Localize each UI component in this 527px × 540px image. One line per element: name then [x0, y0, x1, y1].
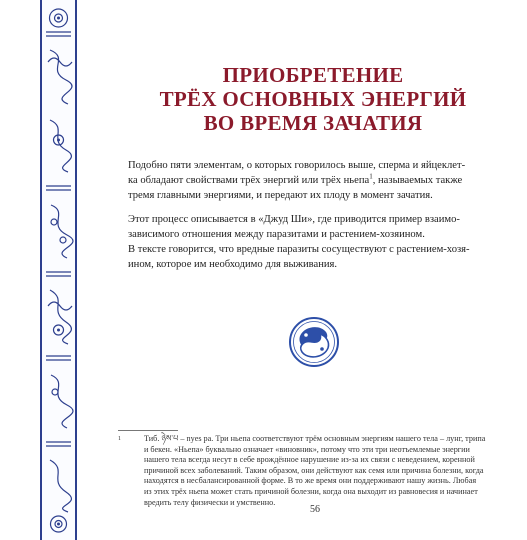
text-line: зависимого отношения между паразитами и растением-хозяином.: [128, 229, 425, 240]
page-number: 56: [310, 504, 320, 515]
body-text: [128, 158, 498, 281]
footnote-divider: [118, 430, 178, 431]
text-line: В тексте говорится, что вредные паразиты сосуществуют с растением-хозя-: [128, 244, 470, 255]
text-line: ином, которое им необходимо для выживания.: [128, 259, 338, 270]
title-line-3: ВО ВРЕМЯ ЗАЧАТИЯ: [203, 111, 423, 135]
text-line: Подобно пяти элементам, о которых говорилось выше, сперма и яйцеклет-: [128, 160, 466, 171]
twin-fish-emblem-icon: [286, 314, 342, 370]
footnote-marker: 1: [118, 436, 121, 442]
footnote: [118, 434, 503, 508]
ornamental-border-icon: [40, 0, 77, 540]
paragraph-1: [128, 158, 498, 203]
title-line-2: ТРЁХ ОСНОВНЫХ ЭНЕРГИЙ: [159, 87, 467, 111]
footnote-line: вредить телу физически и умственно.: [144, 497, 276, 507]
title-line-1: ПРИОБРЕТЕНИЕ: [222, 63, 404, 87]
text-fragment: ка обладают свойствами трёх энергий или трёх ньепа: [128, 175, 370, 186]
footnote-line: причиной всех заболеваний. Таким образом, они действуют как семя или причина болезни, когда: [144, 465, 484, 475]
footnote-line: и бекен. «Ньепа» буквально означает «виновник», потому что эти три неотъемлемые энергии: [144, 444, 470, 454]
text-line: Этот процесс описывается в «Джуд Ши», где приводится пример взаимо-: [128, 214, 460, 225]
footnote-body: [144, 434, 503, 508]
footnote-line: из этих трёх ньепа может стать причиной болезни, когда она выходит из равновесия и начинает: [144, 486, 478, 496]
text-line: тремя главными энергиями, и передают их плоду в момент зачатия.: [128, 190, 433, 201]
paragraph-2: [128, 212, 498, 272]
text-fragment: , называемых также: [372, 175, 463, 186]
page-title: [118, 63, 508, 135]
footnote-line: Тиб. ཉེས་པ – nyes pa. Три ньепа соответствуют трём основным энергиям нашего тела – лунг, трипа: [144, 434, 486, 443]
footnote-line: находятся в несбалансированной форме. В то же время они поддерживают нашу жизнь. Любая: [144, 476, 477, 486]
text-line: [128, 173, 498, 188]
footnote-line: нашего тела всегда несут в себе врождённое нарушение из-за их связи с неведением, коренной: [144, 455, 475, 465]
footnote-ref: 1: [369, 172, 373, 181]
